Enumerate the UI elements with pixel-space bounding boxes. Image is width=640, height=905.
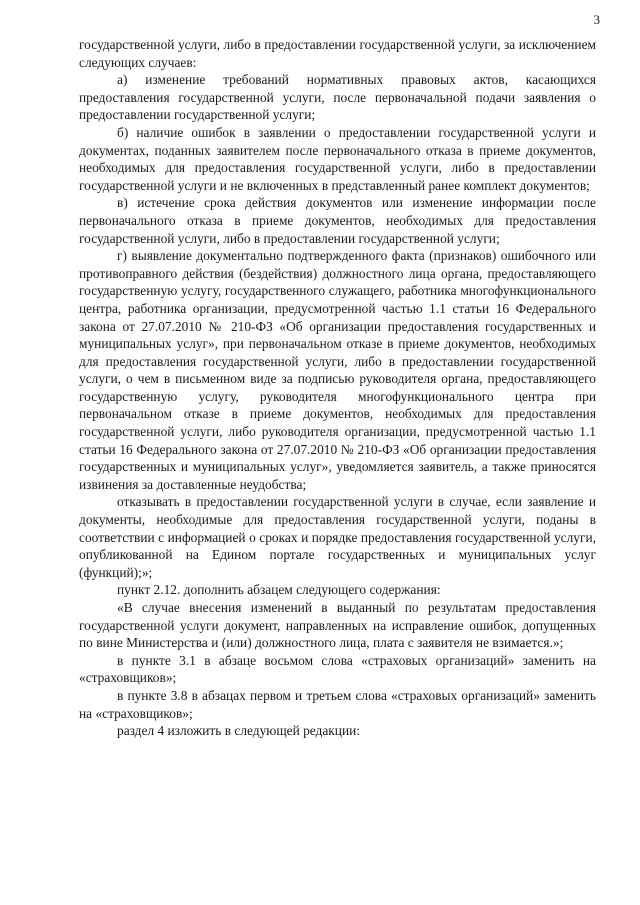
paragraph-item-v: в) истечение срока действия документов или изменение информации после первоначального отказа в приеме документов, необходимых для предоставления государственной услуги, либо в предоставлении государственной услуги; bbox=[79, 195, 596, 246]
page-number: 3 bbox=[593, 12, 600, 27]
paragraph-quote: «В случае внесения изменений в выданный по результатам предоставления государственной услуги документ, направленных на исправление ошибок, допущенных по вине Министерства и (или) должностного лица, плата с заявителя не взимается.»; bbox=[79, 600, 596, 651]
paragraph: в пункте 3.1 в абзаце восьмом слова «страховых организаций» заменить на «страховщиков»; bbox=[79, 652, 596, 686]
document-body bbox=[79, 36, 596, 740]
paragraph: раздел 4 изложить в следующей редакции: bbox=[117, 723, 361, 739]
paragraph: отказывать в предоставлении государственной услуги в случае, если заявление и документы, необходимые для предоставления государственной услуги, поданы в соответствии с информацией о сроках и порядке предоставления государственной услуги, опубликованной на Едином портале государственных и муниципальных услуг (функций);»; bbox=[79, 494, 596, 580]
paragraph: пункт 2.12. дополнить абзацем следующего содержания: bbox=[117, 582, 441, 598]
paragraph-item-g: г) выявление документально подтвержденного факта (признаков) ошибочного или противоправного действия (бездействия) должностного лица органа, предоставляющего государственную услугу, государственного служащего, работника многофункционального центра, работника организации, предусмотренной частью 1.1 статьи 16 Федерального закона от 27.07.2010 № 210-ФЗ «Об организации предоставления государственных и муниципальных услуг», при первоначальном отказе в приеме документов, необходимых для предоставления государственной услуги, либо в предоставлении государственной услуги, о чем в письменном виде за подписью руководителя органа, предоставляющего государственную услугу, руководителя многофункционального центра при первоначальном отказе в приеме документов, необходимых для предоставления государственной услуги, либо руководителя организации, предусмотренной частью 1.1 статьи 16 Федерального закона от 27.07.2010 № 210-ФЗ «Об организации предоставления государственных и муниципальных услуг», уведомляется заявитель, а также приносятся извинения за доставленные неудобства; bbox=[79, 248, 596, 492]
paragraph: государственной услуги, либо в предоставлении государственной услуги, за исключением следующих случаев: bbox=[79, 37, 596, 70]
paragraph-item-b: б) наличие ошибок в заявлении о предоставлении государственной услуги и документах, поданных заявителем после первоначального отказа в приеме документов, необходимых для предоставления государственной услуги, либо в предоставлении государственной услуги и не включенных в представленный ранее комплект документов; bbox=[79, 124, 596, 193]
paragraph-item-a: а) изменение требований нормативных правовых актов, касающихся предоставления государственной услуги, после первоначальной подачи заявления о предоставлении государственной услуги; bbox=[79, 72, 596, 123]
paragraph: в пункте 3.8 в абзацах первом и третьем слова «страховых организаций» заменить на «страховщиков»; bbox=[79, 687, 596, 721]
